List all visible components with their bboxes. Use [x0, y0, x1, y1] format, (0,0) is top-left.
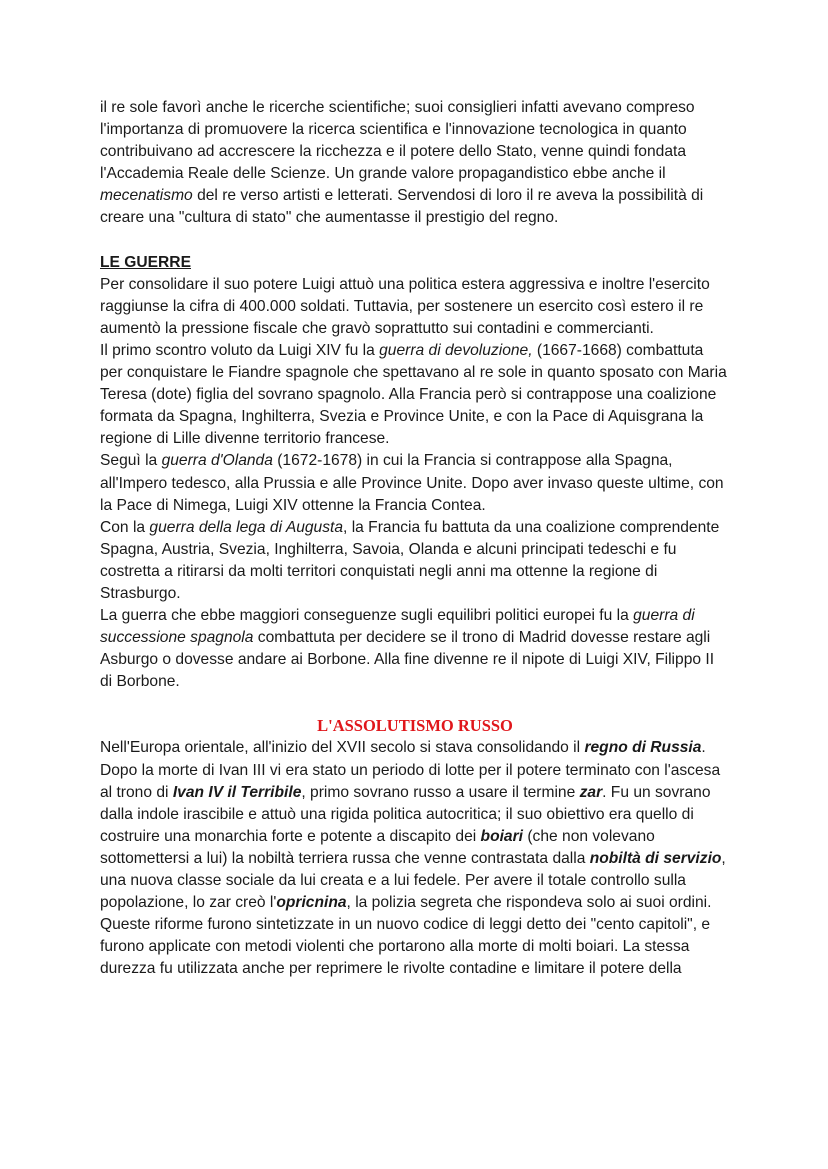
text: Il primo scontro voluto da Luigi XIV fu la: [100, 341, 380, 359]
russia-paragraph: [100, 737, 730, 980]
text: La guerra che ebbe maggiori conseguenze sugli equilibri politici europei fu la: [100, 607, 634, 625]
wars-paragraph-2: [100, 340, 730, 450]
wars-paragraph-4: [100, 517, 730, 605]
text: , la polizia segreta che rispondeva solo ai suoi ordini. Queste riforme furono sintetizzate in un nuovo codice di leggi detto dei "cento capitoli", e furono applicate con metodi violenti che portarono alla morte di molti boiari. La stessa durezza fu utilizzata anche per reprimere le rivolte contadine e limitare il potere della: [100, 894, 712, 978]
section-heading-russia: L'ASSOLUTISMO RUSSO: [317, 716, 513, 736]
text: Nell'Europa orientale, all'inizio del XVII secolo si stava consolidando il: [100, 739, 585, 757]
text: , una nuova classe sociale da lui creata e a lui fedele. Per avere il totale controllo sulla popolazione, lo zar creò l': [100, 849, 726, 912]
text: (1667-1668) combattuta per conquistare le Fiandre spagnole che spettavano al re sole in quanto sposato con Maria Teresa (dote) figlia del sovrano spagnolo. Alla Francia però si contrappose una coalizione formata da Spagna, Inghilterra, Svezia e Province Unite, e con la Pace di Aquisgrana la regione di Lille divenne territorio francese.: [100, 341, 727, 448]
spacer: [100, 230, 730, 252]
text: , la Francia fu battuta da una coalizione comprendente Spagna, Austria, Svezia, Inghilterra, Savoia, Olanda e alcuni principati tedeschi e fu costretta a ritirarsi da molti territori conquistati negli anni ma ottenne la regione di Strasburgo.: [100, 518, 720, 602]
emphasis-mecenatismo: mecenatismo: [100, 187, 193, 205]
wars-paragraph-1: Per consolidare il suo potere Luigi attuò una politica estera aggressiva e inoltre l'esercito raggiunse la cifra di 400.000 soldati. Tuttavia, per sostenere un esercito così estero il re aumentò la pressione fiscale che gravò soprattutto sui contadini e commercianti.: [100, 275, 710, 337]
text: . Fu un sovrano dalla indole irascibile e attuò una rigida politica autocritica; il suo obiettivo era quello di costruire una monarchia forte e potente a discapito dei: [100, 783, 711, 845]
text: (1672-1678) in cui la Francia si contrappose alla Spagna, all'Impero tedesco, alla Prussia e alle Province Unite. Dopo aver invaso queste ultime, con la Pace di Nimega, Luigi XIV ottenne la Francia Contea.: [100, 452, 724, 514]
text: . Dopo la morte di Ivan III vi era stato un periodo di lotte per il potere terminato con l'ascesa al trono di: [100, 739, 721, 801]
wars-paragraph-5: [100, 605, 730, 693]
text: il re sole favorì anche le ricerche scientifiche; suoi consiglieri infatti avevano compreso l'importanza di promuovere la ricerca scientifica e l'innovazione tecnologica in quanto contribuivano ad accrescere la ricchezza e il potere dello Stato, venne quindi fondata l'Accademia Reale delle Scienze. Un grande valore propagandistico ebbe anche il: [100, 99, 695, 183]
text: del re verso artisti e letterati. Servendosi di loro il re aveva la possibilità di creare una "cultura di stato" che aumentasse il prestigio del regno.: [100, 187, 704, 227]
wars-paragraph-3: [100, 450, 730, 516]
emphasis: guerra di devoluzione,: [379, 341, 533, 359]
term: nobiltà di servizio: [589, 849, 722, 867]
text: combattuta per decidere se il trono di Madrid dovesse restare agli Asburgo o dovesse andare ai Borbone. Alla fine divenne re il nipote di Luigi XIV, Filippo II di Borbone.: [100, 629, 715, 691]
emphasis: guerra di successione spagnola: [100, 607, 695, 647]
term: Ivan IV il Terribile: [172, 783, 302, 801]
term: zar: [579, 783, 603, 801]
emphasis: guerra d'Olanda: [161, 452, 273, 470]
intro-paragraph: [100, 97, 730, 230]
term: opricnina: [276, 894, 347, 912]
text: Seguì la: [100, 452, 162, 470]
text: (che non volevano sottomettersi a lui) la nobiltà terriera russa che venne contrastata dalla: [100, 827, 655, 867]
section-heading-wars: LE GUERRE: [100, 253, 191, 271]
document-page: [100, 97, 730, 980]
term: regno di Russia: [584, 739, 702, 757]
term: boiari: [480, 827, 524, 845]
text: Con la: [100, 518, 150, 536]
emphasis: guerra della lega di Augusta: [149, 518, 344, 536]
text: , primo sovrano russo a usare il termine: [301, 783, 580, 801]
